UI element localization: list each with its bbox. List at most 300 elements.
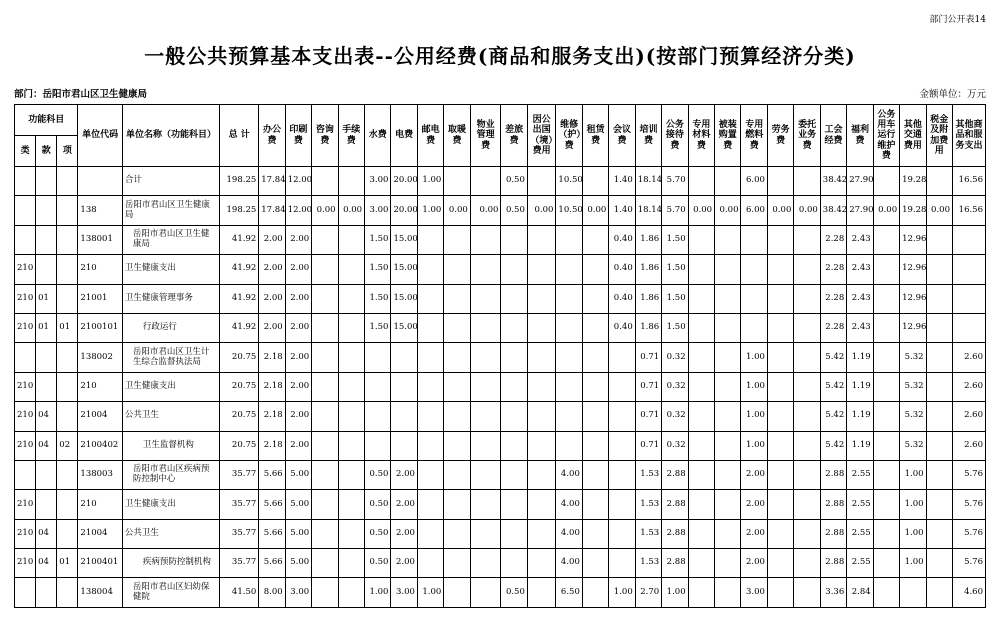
table-row [15,313,986,342]
value-cell [338,431,364,460]
lei-cell: 210 [15,490,36,519]
value-cell [417,519,443,548]
department-label: 部门：岳阳市君山区卫生健康局 [14,89,148,100]
value-cell [527,578,556,607]
value-cell [312,460,338,489]
table-row [15,490,986,519]
value-cell: 0.00 [794,196,820,225]
value-cell [582,460,608,489]
value-cell [952,225,985,254]
value-cell [926,490,952,519]
value-cell [767,578,793,607]
value-cell [338,284,364,313]
value-cell: 1.86 [635,225,661,254]
value-cell: 20.00 [391,167,417,196]
value-cell [444,313,470,342]
value-cell: 6.50 [556,578,582,607]
value-cell: 1.50 [662,255,688,284]
value-cell: 2.00 [741,460,767,489]
col-header: 劳务费 [767,105,793,167]
value-cell [609,343,635,372]
col-header: 办公费 [259,105,285,167]
value-cell [767,460,793,489]
value-cell: 5.32 [900,343,926,372]
value-cell: 5.42 [820,431,846,460]
value-cell: 2.88 [820,490,846,519]
unit-name-cell: 疾病预防控制机构 [122,549,219,578]
value-cell: 1.00 [365,578,391,607]
value-cell: 5.00 [285,549,311,578]
value-cell [688,519,714,548]
value-cell: 6.00 [741,196,767,225]
value-cell: 18.14 [635,196,661,225]
value-cell: 0.40 [609,313,635,342]
table-row [15,225,986,254]
value-cell: 5.42 [820,343,846,372]
value-cell [417,313,443,342]
col-header: 委托业务费 [794,105,820,167]
value-cell [794,313,820,342]
value-cell [417,402,443,431]
value-cell [556,313,582,342]
value-cell [873,255,899,284]
value-cell: 0.00 [312,196,338,225]
value-cell: 1.19 [847,402,873,431]
value-cell: 1.00 [741,402,767,431]
value-cell [501,225,527,254]
value-cell: 15.00 [391,225,417,254]
value-cell: 2.00 [391,519,417,548]
value-cell [312,343,338,372]
value-cell: 4.00 [556,460,582,489]
value-cell [794,490,820,519]
value-cell: 0.00 [582,196,608,225]
value-cell [312,402,338,431]
kuan-cell [36,460,57,489]
lei-header: 类 [15,136,36,167]
value-cell [926,255,952,284]
value-cell [444,225,470,254]
value-cell [952,313,985,342]
value-cell [582,402,608,431]
value-cell: 15.00 [391,255,417,284]
unit-name-cell: 岳阳市君山区卫生健康局 [122,225,219,254]
value-cell [527,549,556,578]
col-header: 印刷费 [285,105,311,167]
total-cell: 35.77 [220,549,259,578]
table-row [15,196,986,225]
value-cell [501,460,527,489]
table-row [15,284,986,313]
value-cell [952,284,985,313]
value-cell [715,549,741,578]
value-cell [470,549,501,578]
table-row [15,431,986,460]
value-cell: 1.50 [365,313,391,342]
value-cell: 0.00 [444,196,470,225]
kuan-cell: 01 [36,313,57,342]
value-cell: 1.00 [417,578,443,607]
value-cell [926,431,952,460]
value-cell: 2.43 [847,225,873,254]
value-cell [926,519,952,548]
value-cell [873,402,899,431]
value-cell [417,431,443,460]
col-header: 手续费 [338,105,364,167]
value-cell: 1.53 [635,490,661,519]
unit-name-cell: 公共卫生 [122,519,219,548]
col-header: 公务用车运行维护费 [873,105,899,167]
value-cell: 1.00 [741,343,767,372]
unit-code-header: 单位代码 [78,105,122,167]
value-cell: 0.50 [501,167,527,196]
value-cell [338,313,364,342]
lei-cell: 210 [15,284,36,313]
value-cell [609,372,635,401]
value-cell: 1.00 [900,519,926,548]
value-cell [338,343,364,372]
kuan-cell [36,225,57,254]
value-cell: 17.84 [259,167,285,196]
value-cell [417,490,443,519]
value-cell: 1.86 [635,255,661,284]
table-row [15,372,986,401]
value-cell: 0.50 [365,490,391,519]
value-cell: 0.40 [609,255,635,284]
value-cell [900,578,926,607]
value-cell: 2.00 [285,343,311,372]
value-cell: 2.55 [847,519,873,548]
value-cell [926,549,952,578]
value-cell [470,313,501,342]
value-cell [391,343,417,372]
value-cell [582,167,608,196]
value-cell [688,549,714,578]
value-cell: 1.00 [900,549,926,578]
value-cell [527,372,556,401]
value-cell [470,578,501,607]
xiang-cell [57,167,78,196]
value-cell: 1.53 [635,549,661,578]
value-cell: 2.00 [741,549,767,578]
value-cell: 1.00 [417,167,443,196]
value-cell: 2.43 [847,284,873,313]
lei-cell: 210 [15,431,36,460]
value-cell [715,490,741,519]
unit-name-cell: 行政运行 [122,313,219,342]
value-cell [926,225,952,254]
value-cell: 5.32 [900,372,926,401]
value-cell [582,343,608,372]
value-cell: 1.00 [900,490,926,519]
value-cell [501,284,527,313]
total-cell: 20.75 [220,343,259,372]
value-cell [715,313,741,342]
value-cell [527,255,556,284]
value-cell: 1.40 [609,167,635,196]
value-cell [444,519,470,548]
table-row [15,460,986,489]
value-cell: 20.00 [391,196,417,225]
value-cell: 1.86 [635,284,661,313]
value-cell: 0.50 [501,196,527,225]
value-cell [527,343,556,372]
total-cell: 20.75 [220,402,259,431]
value-cell: 5.76 [952,549,985,578]
value-cell: 5.70 [662,167,688,196]
value-cell [470,255,501,284]
value-cell [688,284,714,313]
value-cell: 1.50 [662,225,688,254]
value-cell [338,372,364,401]
value-cell: 2.88 [662,490,688,519]
value-cell [715,519,741,548]
value-cell: 3.00 [741,578,767,607]
value-cell [794,578,820,607]
total-cell: 20.75 [220,431,259,460]
value-cell: 38.42 [820,196,846,225]
col-header: 水费 [365,105,391,167]
col-header: 电费 [391,105,417,167]
col-header: 取暖费 [444,105,470,167]
value-cell: 0.00 [873,196,899,225]
value-cell: 2.60 [952,402,985,431]
value-cell [444,490,470,519]
value-cell: 2.00 [285,313,311,342]
value-cell: 2.00 [741,519,767,548]
value-cell [767,284,793,313]
xiang-cell [57,372,78,401]
total-cell: 35.77 [220,490,259,519]
value-cell [767,431,793,460]
value-cell [767,549,793,578]
col-header: 物业管理费 [470,105,501,167]
value-cell: 2.28 [820,284,846,313]
value-cell: 2.88 [820,460,846,489]
value-cell: 5.76 [952,460,985,489]
value-cell [470,167,501,196]
unit-code-cell: 138004 [78,578,122,607]
value-cell: 1.00 [609,578,635,607]
value-cell [794,549,820,578]
value-cell [609,490,635,519]
unit-code-cell: 210 [78,490,122,519]
col-header: 维修（护）费 [556,105,582,167]
value-cell [470,460,501,489]
value-cell: 2.00 [285,255,311,284]
col-header: 会议费 [609,105,635,167]
lei-cell [15,196,36,225]
value-cell [582,255,608,284]
value-cell: 1.50 [662,313,688,342]
value-cell [527,460,556,489]
value-cell [741,313,767,342]
value-cell [688,255,714,284]
value-cell [715,372,741,401]
unit-code-cell: 138002 [78,343,122,372]
value-cell: 0.71 [635,431,661,460]
value-cell [688,402,714,431]
value-cell: 2.00 [391,549,417,578]
xiang-cell [57,402,78,431]
value-cell [444,549,470,578]
value-cell [470,519,501,548]
value-cell: 2.18 [259,343,285,372]
value-cell [767,313,793,342]
unit-name-cell: 卫生监督机构 [122,431,219,460]
value-cell: 2.00 [285,372,311,401]
value-cell: 2.28 [820,225,846,254]
value-cell [556,402,582,431]
value-cell [444,167,470,196]
value-cell: 2.00 [259,313,285,342]
value-cell [501,490,527,519]
value-cell [715,460,741,489]
kuan-cell: 04 [36,549,57,578]
value-cell: 12.96 [900,255,926,284]
kuan-cell: 04 [36,431,57,460]
value-cell: 1.50 [365,225,391,254]
value-cell: 2.00 [259,255,285,284]
value-cell: 1.86 [635,313,661,342]
unit-name-cell: 公共卫生 [122,402,219,431]
value-cell: 16.56 [952,196,985,225]
col-header: 其他交通费用 [900,105,926,167]
value-cell: 2.88 [662,460,688,489]
lei-cell: 210 [15,519,36,548]
value-cell: 15.00 [391,284,417,313]
value-cell: 2.00 [259,225,285,254]
value-cell: 12.00 [285,167,311,196]
value-cell [715,255,741,284]
value-cell [444,343,470,372]
value-cell: 10.50 [556,196,582,225]
value-cell: 8.00 [259,578,285,607]
value-cell [873,343,899,372]
value-cell [527,167,556,196]
value-cell [527,313,556,342]
value-cell: 0.71 [635,372,661,401]
value-cell [873,460,899,489]
col-header: 福利费 [847,105,873,167]
value-cell [715,284,741,313]
value-cell [470,402,501,431]
value-cell [556,343,582,372]
unit-name-cell: 岳阳市君山区卫生健康局 [122,196,219,225]
value-cell [338,578,364,607]
value-cell [926,460,952,489]
value-cell [794,402,820,431]
value-cell [794,167,820,196]
value-cell: 0.71 [635,343,661,372]
col-header: 专用燃料费 [741,105,767,167]
value-cell: 2.00 [391,460,417,489]
value-cell: 2.00 [285,225,311,254]
value-cell [312,490,338,519]
value-cell [873,490,899,519]
value-cell [873,225,899,254]
value-cell: 2.60 [952,431,985,460]
value-cell [444,255,470,284]
value-cell [501,402,527,431]
kuan-cell: 04 [36,519,57,548]
total-cell: 41.92 [220,313,259,342]
value-cell [767,343,793,372]
total-cell: 41.92 [220,284,259,313]
value-cell: 0.50 [365,460,391,489]
value-cell [926,284,952,313]
unit-code-cell: 2100402 [78,431,122,460]
value-cell [417,460,443,489]
value-cell [470,431,501,460]
col-header: 被装购置费 [715,105,741,167]
lei-cell [15,460,36,489]
value-cell [444,431,470,460]
table-row [15,343,986,372]
value-cell: 3.00 [365,167,391,196]
value-cell [926,402,952,431]
value-cell [527,225,556,254]
value-cell [715,343,741,372]
value-cell [873,549,899,578]
total-cell: 198.25 [220,196,259,225]
value-cell: 5.76 [952,490,985,519]
value-cell: 4.60 [952,578,985,607]
kuan-cell [36,196,57,225]
value-cell: 0.40 [609,284,635,313]
value-cell: 5.76 [952,519,985,548]
value-cell: 2.88 [662,519,688,548]
value-cell [582,578,608,607]
value-cell [794,225,820,254]
value-cell [417,225,443,254]
value-cell [873,519,899,548]
value-cell [794,343,820,372]
total-cell: 41.50 [220,578,259,607]
unit-code-cell: 138 [78,196,122,225]
value-cell [767,519,793,548]
value-cell: 0.50 [365,519,391,548]
value-cell [741,284,767,313]
value-cell [338,255,364,284]
value-cell [582,490,608,519]
kuan-cell: 01 [36,284,57,313]
unit-code-cell: 21001 [78,284,122,313]
lei-cell [15,225,36,254]
value-cell [715,225,741,254]
value-cell [926,343,952,372]
xiang-cell [57,343,78,372]
value-cell [444,578,470,607]
value-cell [556,284,582,313]
value-cell [470,343,501,372]
value-cell [312,519,338,548]
lei-cell [15,343,36,372]
col-header: 税金及附加费用 [926,105,952,167]
total-cell: 41.92 [220,255,259,284]
col-header: 邮电费 [417,105,443,167]
value-cell [527,490,556,519]
unit-name-cell: 卫生健康支出 [122,255,219,284]
value-cell: 27.90 [847,167,873,196]
value-cell: 1.50 [365,255,391,284]
value-cell [501,372,527,401]
value-cell: 2.28 [820,313,846,342]
value-cell [926,167,952,196]
table-row [15,255,986,284]
budget-table [14,104,986,608]
value-cell: 0.50 [501,578,527,607]
